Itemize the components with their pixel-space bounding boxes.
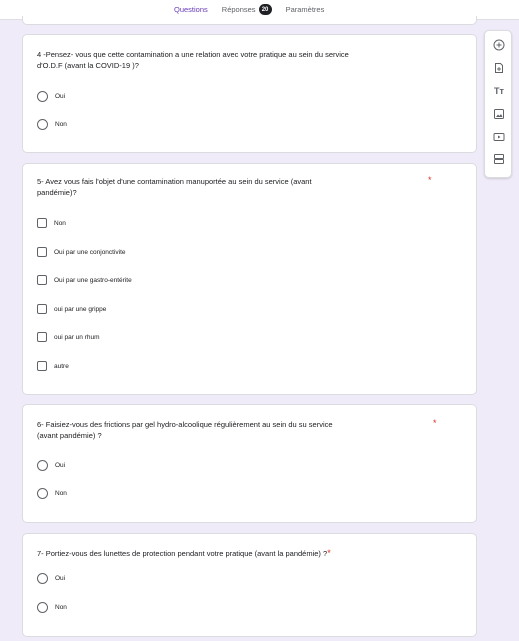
add-title-icon[interactable]: Tт xyxy=(494,86,504,96)
checkbox-option[interactable] xyxy=(37,218,66,228)
radio-option[interactable] xyxy=(37,460,65,471)
question-title-line2: d'O.D.F (avant la COVID-19 )? xyxy=(37,61,139,70)
radio-option[interactable] xyxy=(37,91,65,102)
previous-question-card xyxy=(22,16,477,25)
question-title xyxy=(37,548,331,559)
add-video-icon[interactable] xyxy=(492,130,506,144)
option-label: Non xyxy=(55,121,67,128)
radio-option[interactable] xyxy=(37,119,67,130)
radio-option[interactable] xyxy=(37,602,67,613)
add-question-icon[interactable] xyxy=(492,38,506,52)
radio-button[interactable] xyxy=(37,602,48,613)
checkbox-option[interactable] xyxy=(37,304,106,314)
question-title xyxy=(37,49,349,71)
option-label: Non xyxy=(55,490,67,497)
radio-option[interactable] xyxy=(37,573,65,584)
radio-button[interactable] xyxy=(37,460,48,471)
option-label: oui par une grippe xyxy=(54,305,107,313)
option-label: Non xyxy=(55,604,67,611)
checkbox-option[interactable] xyxy=(37,247,126,257)
question-card-5[interactable] xyxy=(22,163,477,395)
radio-option[interactable] xyxy=(37,488,67,499)
question-title-line1: 7- Portiez-vous des lunettes de protection pendant votre pratique (avant la pandémie) ? xyxy=(37,549,328,558)
question-title-line1: 5- Avez vous fais l'objet d'une contamination manuportée au sein du service (avant xyxy=(37,177,312,186)
import-questions-icon[interactable] xyxy=(492,61,506,75)
radio-button[interactable] xyxy=(37,91,48,102)
option-label: oui par un rhum xyxy=(54,333,100,341)
radio-button[interactable] xyxy=(37,573,48,584)
radio-button[interactable] xyxy=(37,119,48,130)
required-asterisk: * xyxy=(428,175,432,185)
checkbox[interactable] xyxy=(37,275,47,285)
question-title xyxy=(37,419,333,441)
checkbox[interactable] xyxy=(37,247,47,257)
option-label: Oui par une gastro-entérite xyxy=(54,276,132,284)
checkbox-option[interactable] xyxy=(37,361,69,371)
tab-settings-label: Paramètres xyxy=(285,5,325,14)
question-title-line1: 6- Faisiez-vous des frictions par gel hydro-alcoolique régulièrement au sein du su service xyxy=(37,420,333,429)
checkbox[interactable] xyxy=(37,304,47,314)
add-section-icon[interactable] xyxy=(492,152,506,166)
question-title-line1: 4 -Pensez- vous que cette contamination a une relation avec votre pratique au sein du service xyxy=(37,50,349,59)
checkbox[interactable] xyxy=(37,218,47,228)
tab-questions-label: Questions xyxy=(174,5,208,14)
option-label: Oui xyxy=(55,462,66,469)
checkbox-option[interactable] xyxy=(37,332,100,342)
checkbox[interactable] xyxy=(37,361,47,371)
option-label: Non xyxy=(54,219,66,227)
option-label: autre xyxy=(54,362,69,370)
tab-responses-label: Réponses xyxy=(221,5,256,14)
required-asterisk: * xyxy=(327,548,331,558)
question-card-6[interactable] xyxy=(22,404,477,523)
option-label: Oui xyxy=(55,93,66,100)
question-title xyxy=(37,176,312,198)
responses-count-badge: 20 xyxy=(259,4,272,15)
add-image-icon[interactable] xyxy=(492,107,506,121)
question-title-line2: pandémie)? xyxy=(37,188,77,197)
floating-toolbar xyxy=(484,30,512,178)
required-asterisk: * xyxy=(433,418,437,428)
question-card-4[interactable] xyxy=(22,34,477,153)
option-label: Oui par une conjonctivite xyxy=(54,248,126,256)
checkbox[interactable] xyxy=(37,332,47,342)
option-label: Oui xyxy=(55,575,66,582)
radio-button[interactable] xyxy=(37,488,48,499)
question-title-line2: (avant pandémie) ? xyxy=(37,431,102,440)
question-card-7[interactable] xyxy=(22,533,477,637)
checkbox-option[interactable] xyxy=(37,275,132,285)
